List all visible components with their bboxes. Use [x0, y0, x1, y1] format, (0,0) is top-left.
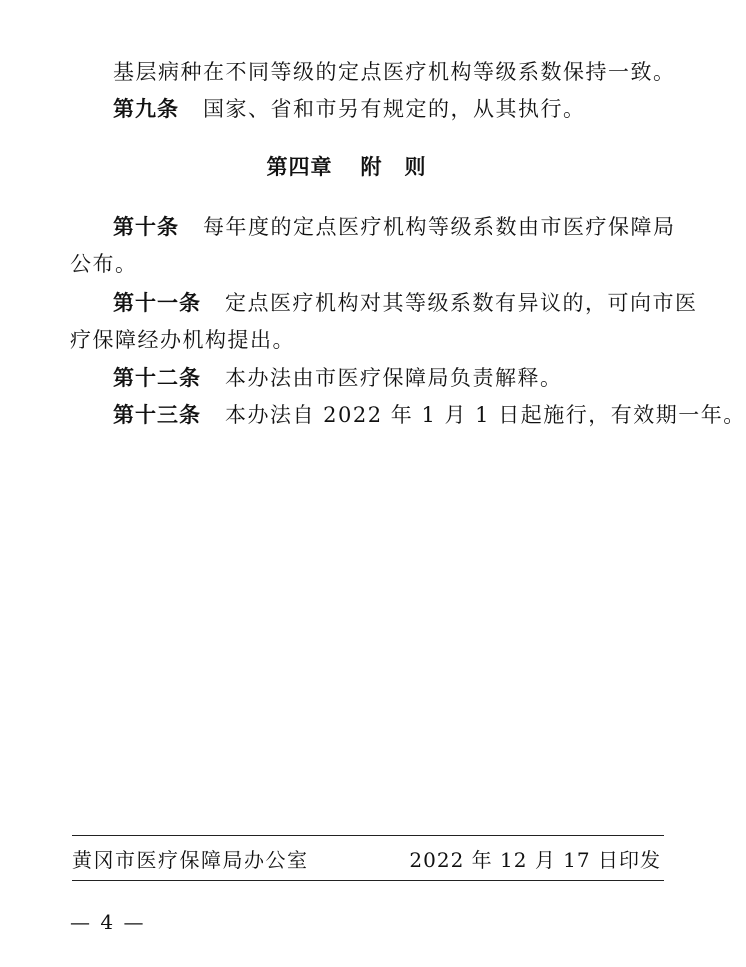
page-number: — 4 —: [70, 910, 146, 934]
paragraph-text: 基层病种在不同等级的定点医疗机构等级系数保持一致。: [113, 60, 676, 84]
article-label: 第十三条: [113, 403, 201, 427]
article-text: 定点医疗机构对其等级系数有异议的，可向市医: [225, 291, 698, 315]
issue-date: 2022 年 12 月 17 日印发: [409, 848, 661, 872]
chapter-title: 附 则: [360, 155, 427, 179]
article-text: 本办法自 2022 年 1 月 1 日起施行，有效期一年。: [225, 403, 746, 427]
chapter-heading: [0, 153, 693, 181]
article-label: 第十条: [113, 215, 179, 239]
paragraph-continuation: [113, 58, 676, 86]
article-10-continuation: [70, 250, 138, 278]
article-text: 疗保障经办机构提出。: [70, 328, 295, 352]
article-label: 第九条: [113, 97, 179, 121]
article-11: [113, 289, 698, 317]
issuer-name: 黄冈市医疗保障局办公室: [72, 848, 309, 872]
article-12: [113, 364, 563, 392]
article-text: 每年度的定点医疗机构等级系数由市医疗保障局: [203, 215, 676, 239]
footer-rule-top: [72, 835, 664, 836]
article-11-continuation: [70, 326, 295, 354]
footer-rule-bottom: [72, 880, 664, 881]
article-label: 第十二条: [113, 366, 201, 390]
article-9: [113, 95, 586, 123]
article-text: 本办法由市医疗保障局负责解释。: [225, 366, 563, 390]
article-13: [113, 401, 746, 429]
chapter-number: 第四章: [266, 155, 333, 179]
article-text: 国家、省和市另有规定的，从其执行。: [203, 97, 586, 121]
article-label: 第十一条: [113, 291, 201, 315]
article-text: 公布。: [70, 252, 138, 276]
article-10: [113, 213, 676, 241]
